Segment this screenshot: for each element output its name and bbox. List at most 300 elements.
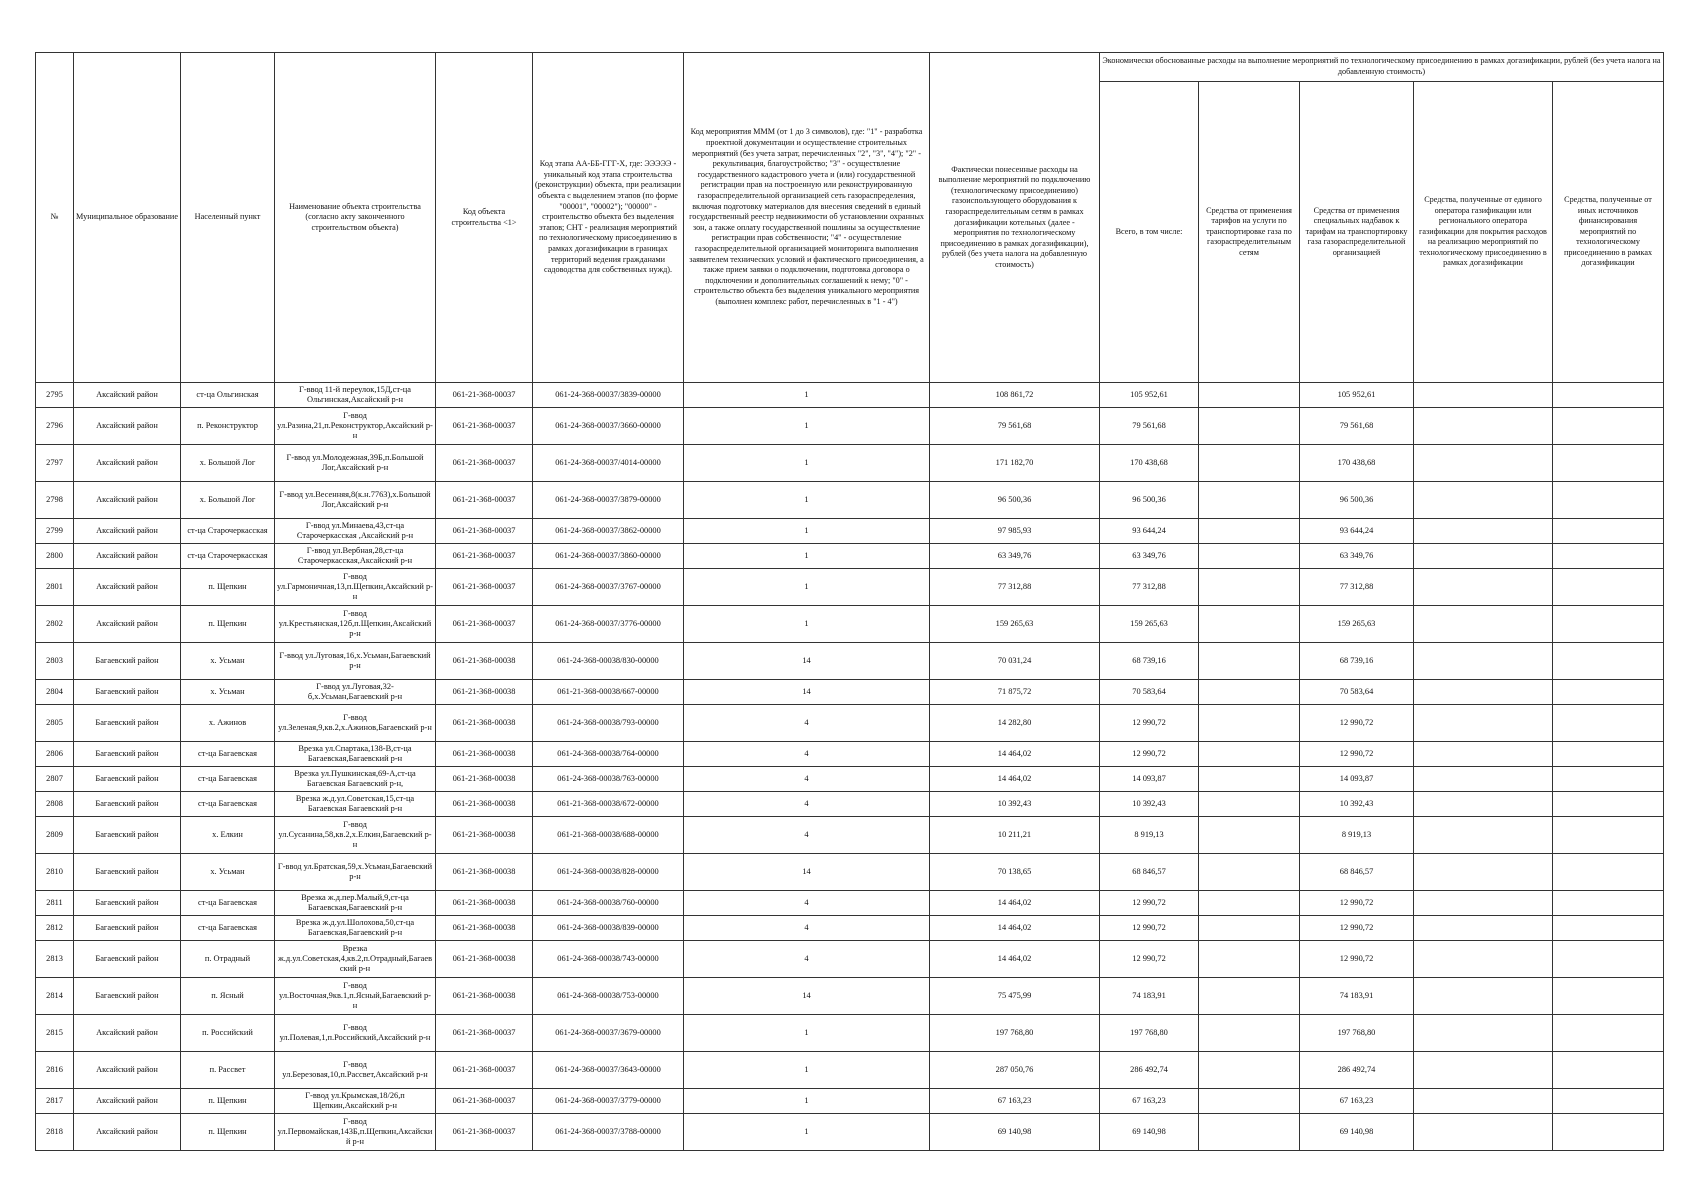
- cell-operator-funds: [1414, 767, 1553, 792]
- table-row: [36, 792, 1664, 817]
- cell-tariff-transport: [1199, 742, 1300, 767]
- header-num: №: [36, 53, 74, 383]
- table-row: [36, 544, 1664, 569]
- cell-total: 93 644,24: [1100, 519, 1199, 544]
- cell-stage-code: 061-24-368-00038/763-00000: [533, 767, 684, 792]
- table-row: [36, 1052, 1664, 1089]
- table-row: [36, 854, 1664, 891]
- cell-tariff-transport: [1199, 792, 1300, 817]
- cell-settlement: п. Рассвет: [181, 1052, 275, 1089]
- cell-actual-costs: 14 464,02: [930, 916, 1100, 941]
- cell-municipality: Багаевский район: [74, 941, 181, 978]
- cell-settlement: х. Большой Лог: [181, 482, 275, 519]
- cell-tariff-transport: [1199, 408, 1300, 445]
- cell-object-name: Врезка ул.Пушкинская,69-А,ст-ца Багаевская Багаевский р-н,: [275, 767, 436, 792]
- cell-activity-code: 14: [684, 680, 930, 705]
- cell-other-sources: [1553, 916, 1664, 941]
- cell-actual-costs: 14 282,80: [930, 705, 1100, 742]
- cell-activity-code: 4: [684, 916, 930, 941]
- cell-stage-code: 061-24-368-00037/4014-00000: [533, 445, 684, 482]
- cell-special-markups: 8 919,13: [1300, 817, 1414, 854]
- cell-stage-code: 061-24-368-00038/743-00000: [533, 941, 684, 978]
- cell-activity-code: 1: [684, 1114, 930, 1151]
- cell-stage-code: 061-24-368-00037/3776-00000: [533, 606, 684, 643]
- cell-actual-costs: 97 985,93: [930, 519, 1100, 544]
- cell-municipality: Аксайский район: [74, 445, 181, 482]
- table-row: [36, 916, 1664, 941]
- cell-stage-code: 061-24-368-00037/3788-00000: [533, 1114, 684, 1151]
- table-row: [36, 643, 1664, 680]
- cell-operator-funds: [1414, 891, 1553, 916]
- cell-actual-costs: 10 392,43: [930, 792, 1100, 817]
- cell-municipality: Багаевский район: [74, 854, 181, 891]
- cell-operator-funds: [1414, 817, 1553, 854]
- cell-object-name: Врезка ж.д.пер.Малый,9,ст-ца Багаевская,Багаевский р-н: [275, 891, 436, 916]
- cell-special-markups: 79 561,68: [1300, 408, 1414, 445]
- cell-municipality: Аксайский район: [74, 1114, 181, 1151]
- cell-tariff-transport: [1199, 916, 1300, 941]
- cell-tariff-transport: [1199, 482, 1300, 519]
- table-row: [36, 1089, 1664, 1114]
- cell-municipality: Багаевский район: [74, 817, 181, 854]
- cell-actual-costs: 171 182,70: [930, 445, 1100, 482]
- cell-object-code: 061-21-368-00037: [436, 1114, 533, 1151]
- cell-object-code: 061-21-368-00037: [436, 482, 533, 519]
- cell-total: 14 093,87: [1100, 767, 1199, 792]
- cell-activity-code: 1: [684, 1089, 930, 1114]
- cell-object-code: 061-21-368-00038: [436, 978, 533, 1015]
- cell-operator-funds: [1414, 916, 1553, 941]
- cell-activity-code: 1: [684, 606, 930, 643]
- cell-num: 2811: [36, 891, 74, 916]
- cell-other-sources: [1553, 408, 1664, 445]
- cell-num: 2797: [36, 445, 74, 482]
- cell-operator-funds: [1414, 705, 1553, 742]
- cell-operator-funds: [1414, 978, 1553, 1015]
- cell-activity-code: 1: [684, 445, 930, 482]
- cell-activity-code: 4: [684, 705, 930, 742]
- cell-operator-funds: [1414, 383, 1553, 408]
- table-row: [36, 941, 1664, 978]
- cell-tariff-transport: [1199, 891, 1300, 916]
- dogazification-costs-table: [35, 52, 1664, 1151]
- cell-actual-costs: 69 140,98: [930, 1114, 1100, 1151]
- cell-operator-funds: [1414, 519, 1553, 544]
- header-tariff-transport: Средства от применения тарифов на услуги по транспортировке газа по газораспределительным сетям: [1199, 82, 1300, 383]
- cell-settlement: х. Елкин: [181, 817, 275, 854]
- cell-settlement: п. Ясный: [181, 978, 275, 1015]
- cell-special-markups: 12 990,72: [1300, 705, 1414, 742]
- cell-total: 68 739,16: [1100, 643, 1199, 680]
- cell-object-code: 061-21-368-00038: [436, 854, 533, 891]
- table-row: [36, 817, 1664, 854]
- cell-activity-code: 4: [684, 891, 930, 916]
- cell-num: 2796: [36, 408, 74, 445]
- cell-municipality: Багаевский район: [74, 767, 181, 792]
- cell-stage-code: 061-24-368-00037/3779-00000: [533, 1089, 684, 1114]
- cell-actual-costs: 63 349,76: [930, 544, 1100, 569]
- cell-num: 2818: [36, 1114, 74, 1151]
- cell-other-sources: [1553, 643, 1664, 680]
- cell-tariff-transport: [1199, 941, 1300, 978]
- cell-settlement: п. Реконструктор: [181, 408, 275, 445]
- table-row: [36, 1114, 1664, 1151]
- cell-activity-code: 1: [684, 1015, 930, 1052]
- cell-special-markups: 12 990,72: [1300, 941, 1414, 978]
- table-row: [36, 408, 1664, 445]
- cell-operator-funds: [1414, 941, 1553, 978]
- cell-object-code: 061-21-368-00037: [436, 445, 533, 482]
- cell-total: 159 265,63: [1100, 606, 1199, 643]
- cell-total: 77 312,88: [1100, 569, 1199, 606]
- table-row: [36, 978, 1664, 1015]
- header-other-sources: Средства, полученные от иных источников финансирования мероприятий по технологическому присоединению в рамках догазификации: [1553, 82, 1664, 383]
- cell-num: 2815: [36, 1015, 74, 1052]
- cell-municipality: Багаевский район: [74, 792, 181, 817]
- cell-special-markups: 93 644,24: [1300, 519, 1414, 544]
- cell-tariff-transport: [1199, 1089, 1300, 1114]
- cell-actual-costs: 197 768,80: [930, 1015, 1100, 1052]
- cell-tariff-transport: [1199, 519, 1300, 544]
- cell-municipality: Багаевский район: [74, 680, 181, 705]
- cell-tariff-transport: [1199, 854, 1300, 891]
- cell-object-name: Г-ввод ул.Зеленая,9,кв.2,х.Ажинов,Багаевский р-н: [275, 705, 436, 742]
- cell-activity-code: 1: [684, 519, 930, 544]
- cell-activity-code: 4: [684, 792, 930, 817]
- cell-num: 2810: [36, 854, 74, 891]
- table-row: [36, 482, 1664, 519]
- cell-actual-costs: 14 464,02: [930, 742, 1100, 767]
- cell-object-code: 061-21-368-00038: [436, 680, 533, 705]
- cell-municipality: Аксайский район: [74, 606, 181, 643]
- header-stage-code: Код этапа АА-ББ-ГГГ-Х, где: ЭЭЭЭЭ - уникальный код этапа строительства (реконструкции) объекта, при реализации объекта с выделением этапов (по форме "00001", "00002"); "00000" - строительство объекта без выделения этапов; СНТ - реализация мероприятий по технологическому присоединению в рамках догазификации в границах территорий ведения гражданами садоводства для собственных нужд).: [533, 53, 684, 383]
- cell-operator-funds: [1414, 1114, 1553, 1151]
- cell-tariff-transport: [1199, 767, 1300, 792]
- cell-actual-costs: 77 312,88: [930, 569, 1100, 606]
- cell-activity-code: 1: [684, 1052, 930, 1089]
- cell-settlement: ст-ца Багаевская: [181, 916, 275, 941]
- cell-tariff-transport: [1199, 1052, 1300, 1089]
- table-row: [36, 606, 1664, 643]
- cell-num: 2807: [36, 767, 74, 792]
- table-row: [36, 569, 1664, 606]
- table-row: [36, 445, 1664, 482]
- cell-other-sources: [1553, 544, 1664, 569]
- cell-other-sources: [1553, 1089, 1664, 1114]
- cell-object-name: Г-ввод 11-й переулок,15Д,ст-ца Ольгинская,Аксайский р-н: [275, 383, 436, 408]
- cell-object-name: Г-ввод ул.Полевая,1,п.Российский,Аксайский р-н: [275, 1015, 436, 1052]
- cell-actual-costs: 108 861,72: [930, 383, 1100, 408]
- cell-other-sources: [1553, 854, 1664, 891]
- cell-total: 68 846,57: [1100, 854, 1199, 891]
- cell-settlement: п. Российский: [181, 1015, 275, 1052]
- cell-stage-code: 061-24-368-00037/3860-00000: [533, 544, 684, 569]
- cell-other-sources: [1553, 569, 1664, 606]
- table-row: [36, 767, 1664, 792]
- cell-municipality: Аксайский район: [74, 1089, 181, 1114]
- cell-object-name: Г-ввод ул.Братская,59,х.Усьман,Багаевский р-н: [275, 854, 436, 891]
- cell-operator-funds: [1414, 606, 1553, 643]
- table-body: [36, 383, 1664, 1151]
- cell-total: 10 392,43: [1100, 792, 1199, 817]
- cell-object-code: 061-21-368-00038: [436, 916, 533, 941]
- cell-num: 2805: [36, 705, 74, 742]
- cell-special-markups: 12 990,72: [1300, 891, 1414, 916]
- cell-object-name: Г-ввод ул.Луговая,32-б,х.Усьман,Багаевский р-н: [275, 680, 436, 705]
- cell-operator-funds: [1414, 742, 1553, 767]
- cell-municipality: Аксайский район: [74, 482, 181, 519]
- cell-activity-code: 4: [684, 742, 930, 767]
- cell-object-code: 061-21-368-00037: [436, 569, 533, 606]
- cell-object-name: Врезка ж.д.ул.Советская,4,кв.2,п.Отрадный,Багаевский р-н: [275, 941, 436, 978]
- cell-tariff-transport: [1199, 817, 1300, 854]
- cell-activity-code: 4: [684, 767, 930, 792]
- cell-object-name: Г-ввод ул.Первомайская,143Б,п.Щепкин,Аксайский р-н: [275, 1114, 436, 1151]
- cell-settlement: п. Щепкин: [181, 1089, 275, 1114]
- cell-stage-code: 061-24-368-00038/839-00000: [533, 916, 684, 941]
- cell-operator-funds: [1414, 1015, 1553, 1052]
- cell-other-sources: [1553, 1052, 1664, 1089]
- cell-municipality: Аксайский район: [74, 544, 181, 569]
- cell-other-sources: [1553, 767, 1664, 792]
- header-econ-group: Экономически обоснованные расходы на выполнение мероприятий по технологическому присоединению в рамках догазификации, рублей (без учета налога на добавленную стоимость): [1100, 53, 1664, 82]
- cell-special-markups: 74 183,91: [1300, 978, 1414, 1015]
- cell-activity-code: 14: [684, 978, 930, 1015]
- cell-num: 2803: [36, 643, 74, 680]
- cell-operator-funds: [1414, 1052, 1553, 1089]
- cell-other-sources: [1553, 705, 1664, 742]
- cell-num: 2802: [36, 606, 74, 643]
- cell-total: 12 990,72: [1100, 941, 1199, 978]
- cell-settlement: п. Отрадный: [181, 941, 275, 978]
- cell-operator-funds: [1414, 1089, 1553, 1114]
- cell-special-markups: 10 392,43: [1300, 792, 1414, 817]
- header-municipality: Муниципальное образование: [74, 53, 181, 383]
- cell-settlement: п. Щепкин: [181, 569, 275, 606]
- cell-special-markups: 69 140,98: [1300, 1114, 1414, 1151]
- cell-object-code: 061-21-368-00038: [436, 891, 533, 916]
- cell-settlement: ст-ца Багаевская: [181, 792, 275, 817]
- cell-special-markups: 14 093,87: [1300, 767, 1414, 792]
- cell-num: 2814: [36, 978, 74, 1015]
- table-row: [36, 680, 1664, 705]
- cell-actual-costs: 14 464,02: [930, 891, 1100, 916]
- cell-num: 2806: [36, 742, 74, 767]
- cell-stage-code: 061-24-368-00037/3767-00000: [533, 569, 684, 606]
- cell-stage-code: 061-24-368-00038/793-00000: [533, 705, 684, 742]
- cell-num: 2795: [36, 383, 74, 408]
- cell-other-sources: [1553, 1015, 1664, 1052]
- cell-stage-code: 061-24-368-00038/753-00000: [533, 978, 684, 1015]
- cell-total: 12 990,72: [1100, 916, 1199, 941]
- cell-total: 69 140,98: [1100, 1114, 1199, 1151]
- cell-settlement: ст-ца Старочеркасская: [181, 519, 275, 544]
- cell-num: 2798: [36, 482, 74, 519]
- cell-stage-code: 061-24-368-00037/3660-00000: [533, 408, 684, 445]
- cell-activity-code: 1: [684, 569, 930, 606]
- cell-total: 63 349,76: [1100, 544, 1199, 569]
- cell-actual-costs: 67 163,23: [930, 1089, 1100, 1114]
- cell-settlement: ст-ца Ольгинская: [181, 383, 275, 408]
- cell-object-name: Врезка ж.д.ул.Шолохова,50,ст-ца Багаевская,Багаевский р-н: [275, 916, 436, 941]
- cell-special-markups: 63 349,76: [1300, 544, 1414, 569]
- cell-operator-funds: [1414, 482, 1553, 519]
- cell-total: 105 952,61: [1100, 383, 1199, 408]
- header-activity-code: Код мероприятия МММ (от 1 до 3 символов), где: "1" - разработка проектной документации и осуществление строительных мероприятий (без учета затрат, перечисленных "2", "3", "4"); "2" - рекультивация, благоустройство; "3" - осуществление государственного кадастрового учета и (или) государственной регистрации прав на построенную или реконструированную газораспределительной организацией сеть газораспределения, включая подготовку материалов для внесения сведений в единый государственный реестр недвижимости об установлении охранных зон, а также оплату государственной пошлины за осуществление регистрации прав собственности; "4" - осуществление газораспределительной организацией мониторинга выполнения заявителем технических условий и фактического присоединения, а также прием заявки о подключении, подготовка договора о подключении и дополнительных соглашений к нему; "0" - строительство объекта без выделения уникального мероприятия (выполнен комплекс работ, перечисленных в "1 - 4"): [684, 53, 930, 383]
- cell-object-name: Врезка ж.д.ул.Советская,15,ст-ца Багаевская Багаевский р-н: [275, 792, 436, 817]
- cell-num: 2817: [36, 1089, 74, 1114]
- cell-municipality: Аксайский район: [74, 519, 181, 544]
- cell-municipality: Аксайский район: [74, 1015, 181, 1052]
- header-object-code: Код объекта строительства <1>: [436, 53, 533, 383]
- cell-total: 12 990,72: [1100, 705, 1199, 742]
- cell-other-sources: [1553, 445, 1664, 482]
- cell-municipality: Аксайский район: [74, 1052, 181, 1089]
- cell-special-markups: 96 500,36: [1300, 482, 1414, 519]
- cell-actual-costs: 71 875,72: [930, 680, 1100, 705]
- table-row: [36, 383, 1664, 408]
- cell-activity-code: 14: [684, 643, 930, 680]
- cell-object-code: 061-21-368-00037: [436, 519, 533, 544]
- cell-tariff-transport: [1199, 544, 1300, 569]
- cell-object-code: 061-21-368-00037: [436, 544, 533, 569]
- cell-settlement: ст-ца Багаевская: [181, 767, 275, 792]
- cell-actual-costs: 10 211,21: [930, 817, 1100, 854]
- cell-operator-funds: [1414, 569, 1553, 606]
- cell-object-name: Г-ввод ул.Минаева,43,ст-ца Старочеркасская ,Аксайский р-н: [275, 519, 436, 544]
- cell-actual-costs: 70 138,65: [930, 854, 1100, 891]
- cell-total: 170 438,68: [1100, 445, 1199, 482]
- cell-municipality: Багаевский район: [74, 978, 181, 1015]
- cell-object-code: 061-21-368-00038: [436, 817, 533, 854]
- cell-num: 2816: [36, 1052, 74, 1089]
- table-row: [36, 519, 1664, 544]
- cell-num: 2800: [36, 544, 74, 569]
- cell-stage-code: 061-24-368-00037/3862-00000: [533, 519, 684, 544]
- cell-object-code: 061-21-368-00037: [436, 408, 533, 445]
- header-settlement: Населенный пункт: [181, 53, 275, 383]
- cell-object-name: Врезка ул.Спартака,138-В,ст-ца Багаевская,Багаевский р-н: [275, 742, 436, 767]
- table-row: [36, 891, 1664, 916]
- cell-object-name: Г-ввод ул.Крестьянская,12б,п.Щепкин,Аксайский р-н: [275, 606, 436, 643]
- cell-operator-funds: [1414, 445, 1553, 482]
- cell-special-markups: 105 952,61: [1300, 383, 1414, 408]
- cell-other-sources: [1553, 742, 1664, 767]
- header-actual-costs: Фактически понесенные расходы на выполнение мероприятий по подключению (технологическому присоединению) газоиспользующего оборудования к газораспределительным сетям в рамках догазификации котельных (далее - мероприятия по технологическому присоединению в рамках догазификации), рублей (без учета налога на добавленную стоимость): [930, 53, 1100, 383]
- cell-actual-costs: 96 500,36: [930, 482, 1100, 519]
- cell-object-code: 061-21-368-00038: [436, 742, 533, 767]
- cell-total: 74 183,91: [1100, 978, 1199, 1015]
- cell-activity-code: 1: [684, 482, 930, 519]
- cell-actual-costs: 75 475,99: [930, 978, 1100, 1015]
- cell-tariff-transport: [1199, 445, 1300, 482]
- cell-other-sources: [1553, 519, 1664, 544]
- cell-tariff-transport: [1199, 978, 1300, 1015]
- cell-settlement: п. Щепкин: [181, 1114, 275, 1151]
- cell-settlement: х. Большой Лог: [181, 445, 275, 482]
- cell-settlement: ст-ца Багаевская: [181, 742, 275, 767]
- cell-stage-code: 061-24-368-00037/3643-00000: [533, 1052, 684, 1089]
- cell-tariff-transport: [1199, 606, 1300, 643]
- cell-municipality: Багаевский район: [74, 742, 181, 767]
- cell-object-code: 061-21-368-00038: [436, 705, 533, 742]
- table-row: [36, 705, 1664, 742]
- cell-total: 79 561,68: [1100, 408, 1199, 445]
- cell-operator-funds: [1414, 854, 1553, 891]
- cell-activity-code: 4: [684, 941, 930, 978]
- cell-settlement: х. Усьман: [181, 680, 275, 705]
- cell-object-code: 061-21-368-00038: [436, 643, 533, 680]
- cell-activity-code: 1: [684, 408, 930, 445]
- cell-object-name: Г-ввод ул.Восточная,9кв.1,п.Ясный,Багаевский р-н: [275, 978, 436, 1015]
- cell-actual-costs: 159 265,63: [930, 606, 1100, 643]
- cell-tariff-transport: [1199, 569, 1300, 606]
- cell-special-markups: 70 583,64: [1300, 680, 1414, 705]
- cell-num: 2809: [36, 817, 74, 854]
- cell-activity-code: 14: [684, 854, 930, 891]
- cell-num: 2799: [36, 519, 74, 544]
- header-object-name: Наименование объекта строительства (согласно акту законченного строительством объекта): [275, 53, 436, 383]
- cell-object-name: Г-ввод ул.Сусанина,58,кв.2,х.Елкин,Багаевский р-н: [275, 817, 436, 854]
- cell-special-markups: 12 990,72: [1300, 742, 1414, 767]
- cell-stage-code: 061-24-368-00038/760-00000: [533, 891, 684, 916]
- cell-num: 2813: [36, 941, 74, 978]
- cell-other-sources: [1553, 606, 1664, 643]
- cell-total: 96 500,36: [1100, 482, 1199, 519]
- cell-settlement: ст-ца Багаевская: [181, 891, 275, 916]
- cell-tariff-transport: [1199, 1114, 1300, 1151]
- cell-activity-code: 4: [684, 817, 930, 854]
- cell-tariff-transport: [1199, 680, 1300, 705]
- cell-operator-funds: [1414, 680, 1553, 705]
- cell-tariff-transport: [1199, 643, 1300, 680]
- cell-operator-funds: [1414, 792, 1553, 817]
- cell-settlement: ст-ца Старочеркасская: [181, 544, 275, 569]
- cell-total: 12 990,72: [1100, 891, 1199, 916]
- cell-object-code: 061-21-368-00037: [436, 1015, 533, 1052]
- cell-special-markups: 67 163,23: [1300, 1089, 1414, 1114]
- cell-actual-costs: 14 464,02: [930, 941, 1100, 978]
- cell-tariff-transport: [1199, 705, 1300, 742]
- cell-stage-code: 061-24-368-00037/3839-00000: [533, 383, 684, 408]
- cell-municipality: Багаевский район: [74, 916, 181, 941]
- cell-object-code: 061-21-368-00037: [436, 1052, 533, 1089]
- cell-object-name: Г-ввод ул.Крымская,18/26,п Щепкин,Аксайский р-н: [275, 1089, 436, 1114]
- cell-settlement: х. Усьман: [181, 854, 275, 891]
- cell-activity-code: 1: [684, 383, 930, 408]
- cell-special-markups: 77 312,88: [1300, 569, 1414, 606]
- cell-object-code: 061-21-368-00038: [436, 941, 533, 978]
- cell-municipality: Аксайский район: [74, 383, 181, 408]
- cell-municipality: Багаевский район: [74, 891, 181, 916]
- cell-settlement: х. Ажинов: [181, 705, 275, 742]
- cell-object-code: 061-21-368-00038: [436, 767, 533, 792]
- header-operator-funds: Средства, полученные от единого оператора газификации или регионального оператора газификации для покрытия расходов на реализацию мероприятий по технологическому присоединению в рамках догазификации: [1414, 82, 1553, 383]
- cell-num: 2804: [36, 680, 74, 705]
- cell-municipality: Аксайский район: [74, 569, 181, 606]
- cell-object-name: Г-ввод ул.Гармоничная,13,п.Щепкин,Аксайский р-н: [275, 569, 436, 606]
- cell-object-code: 061-21-368-00038: [436, 792, 533, 817]
- cell-operator-funds: [1414, 544, 1553, 569]
- cell-other-sources: [1553, 817, 1664, 854]
- cell-num: 2812: [36, 916, 74, 941]
- cell-total: 12 990,72: [1100, 742, 1199, 767]
- cell-stage-code: 061-24-368-00037/3679-00000: [533, 1015, 684, 1052]
- cell-object-code: 061-21-368-00037: [436, 606, 533, 643]
- cell-stage-code: 061-24-368-00037/3879-00000: [533, 482, 684, 519]
- cell-stage-code: 061-24-368-00038/830-00000: [533, 643, 684, 680]
- header-special-markups: Средства от применения специальных надбавок к тарифам на транспортировку газа газораспределительной организацией: [1300, 82, 1414, 383]
